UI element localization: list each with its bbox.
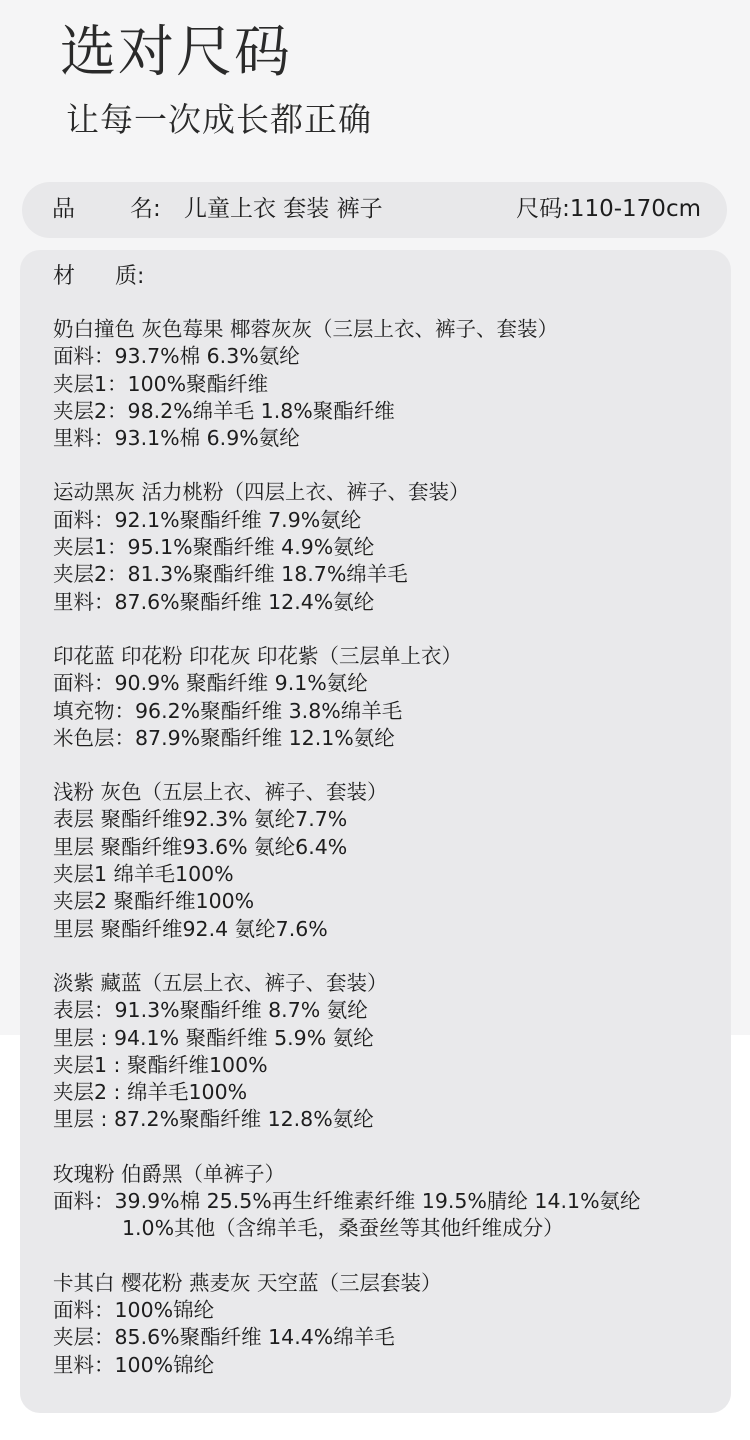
size-range: 110-170cm [569, 196, 701, 222]
material-group [53, 479, 718, 615]
group-title: 运动黑灰 活力桃粉（四层上衣、裤子、套装） [53, 480, 470, 505]
page-subtitle: 让每一次成长都正确 [66, 100, 372, 139]
composition-line: 里层 : 94.1% 聚酯纤维 5.9% 氨纶 [53, 1025, 374, 1050]
material-label [53, 262, 144, 292]
composition-line: 表层 聚酯纤维92.3% 氨纶7.7% [53, 807, 348, 832]
group-title: 印花蓝 印花粉 印花灰 印花紫（三层单上衣） [53, 643, 463, 668]
material-label-a: 材 [53, 264, 76, 289]
composition-line: 面料：90.9% 聚酯纤维 9.1%氨纶 [53, 671, 368, 696]
composition-line: 里料：100%锦纶 [53, 1352, 215, 1377]
composition-line: 米色层：87.9%聚酯纤维 12.1%氨纶 [53, 725, 395, 750]
size-info [516, 194, 701, 224]
composition-line: 夹层2：81.3%聚酯纤维 18.7%绵羊毛 [53, 562, 408, 587]
size-label: 尺码: [516, 196, 570, 222]
group-title: 玫瑰粉 伯爵黑（单裤子） [53, 1161, 286, 1186]
material-group [53, 779, 718, 943]
product-info-bar [22, 182, 727, 238]
material-panel [20, 250, 731, 1413]
group-title: 淡紫 藏蓝（五层上衣、裤子、套装） [53, 970, 388, 995]
composition-line: 里料：87.6%聚酯纤维 12.4%氨纶 [53, 589, 375, 614]
material-group [53, 316, 718, 452]
composition-line: 夹层2：98.2%绵羊毛 1.8%聚酯纤维 [53, 398, 395, 423]
group-title: 奶白撞色 灰色莓果 椰蓉灰灰（三层上衣、裤子、套装） [53, 317, 559, 341]
composition-line: 里料：93.1%棉 6.9%氨纶 [53, 426, 300, 451]
composition-line: 夹层2 聚酯纤维100% [53, 889, 255, 914]
composition-line: 面料：93.7%棉 6.3%氨纶 [53, 344, 300, 369]
material-group [53, 970, 718, 1134]
composition-line: 面料：100%锦纶 [53, 1297, 215, 1322]
composition-line: 里层 聚酯纤维93.6% 氨纶6.4% [53, 834, 348, 859]
material-group [53, 1270, 718, 1379]
product-name: 儿童上衣 套装 裤子 [184, 196, 383, 222]
composition-line: 夹层2 : 绵羊毛100% [53, 1080, 248, 1105]
composition-line: 面料：92.1%聚酯纤维 7.9%氨纶 [53, 507, 362, 532]
composition-line: 填充物：96.2%聚酯纤维 3.8%绵羊毛 [53, 698, 403, 723]
page-title: 选对尺码 [60, 20, 292, 85]
composition-line: 里层 聚酯纤维92.4 氨纶7.6% [53, 916, 328, 941]
composition-line: 里层 : 87.2%聚酯纤维 12.8%氨纶 [53, 1107, 374, 1132]
group-title: 浅粉 灰色（五层上衣、裤子、套装） [53, 780, 388, 805]
group-title: 卡其白 樱花粉 燕麦灰 天空蓝（三层套装） [53, 1270, 442, 1295]
material-groups [53, 316, 718, 1406]
composition-continuation: 1.0%其他（含绵羊毛，桑蚕丝等其他纤维成分） [122, 1216, 564, 1241]
material-label-b: 质: [115, 264, 145, 289]
composition-line: 夹层1：100%聚酯纤维 [53, 371, 269, 396]
composition-line: 面料：39.9%棉 25.5%再生纤维素纤维 19.5%腈纶 14.1%氨纶 [53, 1189, 641, 1214]
composition-line: 夹层1 : 聚酯纤维100% [53, 1052, 268, 1077]
product-label-b: 名: [130, 196, 161, 222]
composition-line: 表层：91.3%聚酯纤维 8.7% 氨纶 [53, 998, 368, 1023]
composition-line: 夹层1 绵羊毛100% [53, 862, 234, 887]
composition-line: 夹层1：95.1%聚酯纤维 4.9%氨纶 [53, 535, 375, 560]
material-group [53, 1161, 718, 1243]
composition-line: 夹层：85.6%聚酯纤维 14.4%绵羊毛 [53, 1325, 395, 1350]
material-group [53, 643, 718, 752]
product-label-a: 品 [52, 196, 75, 222]
